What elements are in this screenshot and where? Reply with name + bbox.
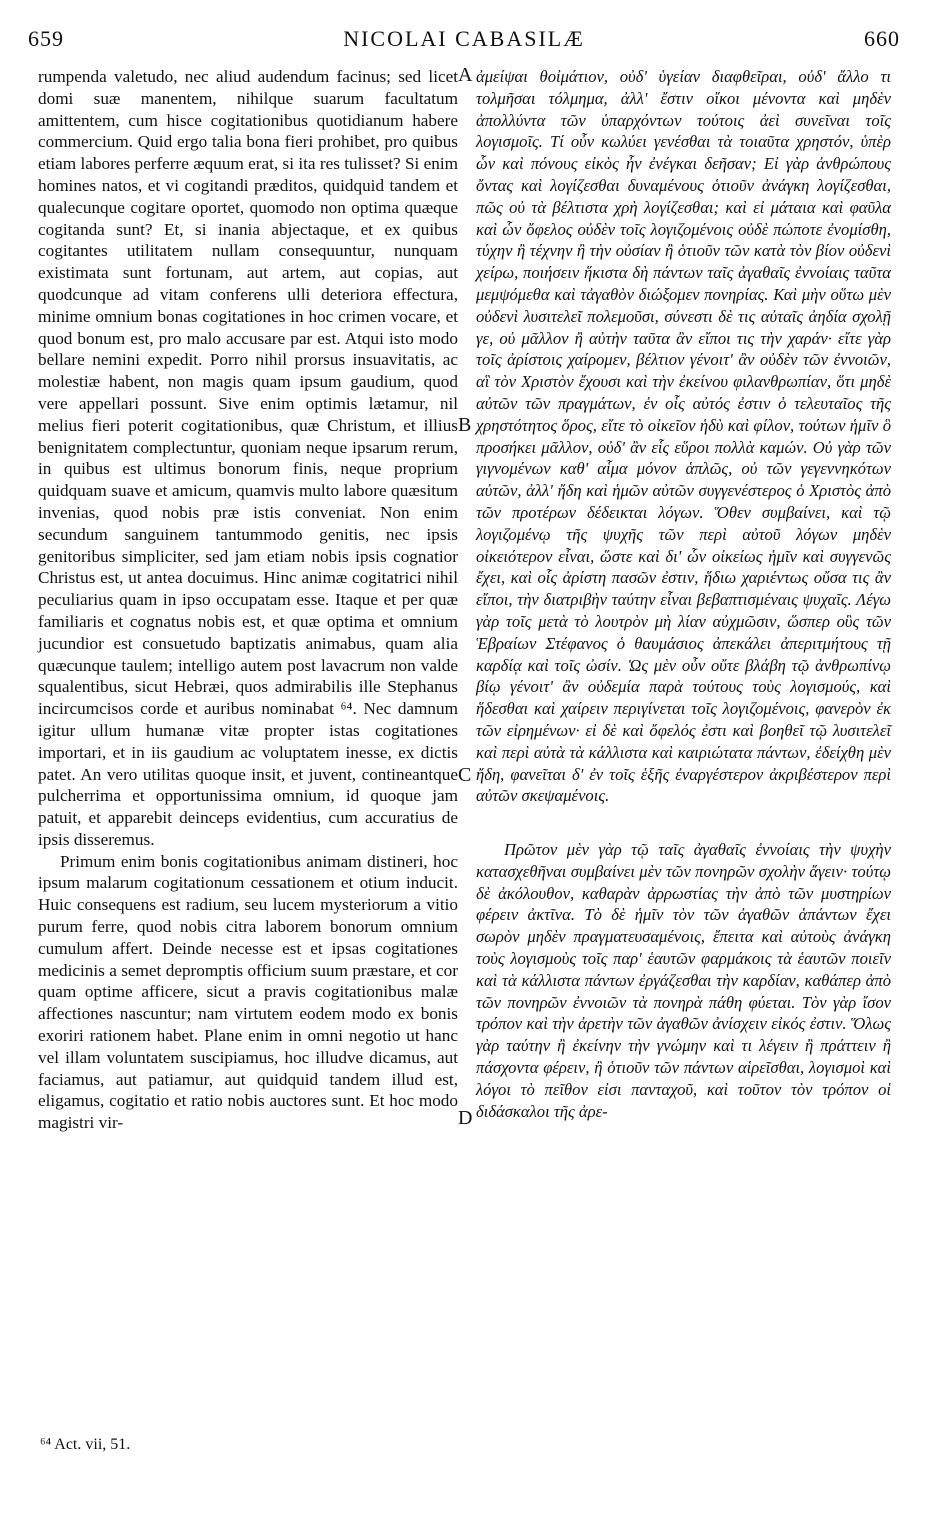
latin-paragraph-1: rumpenda valetudo, nec aliud audendum facinus; sed licet domi suæ manentem, nihilque suarum facultatum amittentem, cum hisce cogitationibus quotidianum habere commercium. Quid ergo talia bona fieri prohibet, pro quibus etiam labores perferre æquum erat, si ita res tulisset? Si enim homines natos, et vi cogitandi præditos, quidquid tandem et qualecunque cogitare oportet, quomodo non optima quæque cogitanda sunt? Et, si inania abjectaque, et ex quibus cogitantes utilitatem nullam consequuntur, nunquam existimata sunt fortunam, aut artem, aut copias, aut quodcunque ad vitam conferens ulli deteriora effectura, minime omnium bonas cogitationes in hoc crimen vocare, et quod bonum est, pro malo accusare par est. Atqui isto modo bellare nemini expedit. Porro nihil prorsus insuavitatis, ac molestiæ habent, non magis quam ipsum gaudium, quod vere appellari possunt. Sive enim optimis lætamur, nil melius fieri poterit cogitationibus, quæ Christum, et illius benignitatem complectuntur, quoniam neque ipsarum rerum, in quibus est ultimus bonorum finis, neque proprium quidquam suave et amicum, quamvis multo labore quæsitum invenias, quod nobis præ istis conveniat. Non enim secundum sanguinem tantummodo genitis, nec ipsis genitoribus simpliciter, sed jam etiam nobis ipsis cognatior Christus est, ut antea docuimus. Hinc animæ cogitatrici nihil peculiarius quam in ipso occupatam esse. Itaque et per quæ familiaris et cognatus nobis est, et quæ optima et omnium jucundior est consuetudo baptizatis animabus, quam alia quæcunque taulem; intelligo autem post lavacrum non valde squalentibus, sicut Hebræi, quos admirabilis ille Stephanus incircumcisos corde et auribus nominabat ⁶⁴. Nec damnum igitur ullum humanæ vitæ propter istas cogitationes importari, et in iis gaudium ac voluptatem inesse, ex dictis patet. An vero utilitas quoque insit, et juvent, contineantque pulcherrima et opportunissima omnium, id quoque jam patuit, et apparebit deinceps evidentius, cum accuratius de ipsis disseremus. <box>38 67 458 849</box>
page-header <box>28 26 900 62</box>
margin-marker-a: A <box>458 64 473 86</box>
running-title: NICOLAI CABASILÆ <box>343 26 585 51</box>
footnote: ⁶⁴ Act. vii, 51. <box>40 1436 131 1453</box>
margin-marker-b: B <box>458 414 472 436</box>
right-page-number: 660 <box>864 26 900 51</box>
latin-paragraph-2: Primum enim bonis cogitationibus animam distineri, hoc ipsum malarum cogitationum cessationem et otium inducit. Huic consequens est radium, seu lucem mysteriorum a vitio purum ferre, quod nobis citra laborem bonorum omnium cumulum affert. Deinde necesse est et ipsas cogitationes medicinis a semet depromptis officium suum præstare, et cor quam optime afficere, sicut a pravis cogitationibus malæ affectiones nascuntur; nam virtutem eodem modo ex bonis exoriri rationem habet. Plane enim in omni negotio ut hanc vel illam voluntatem suscipiamus, hoc illudve dicamus, aut faciamus, aut patiamur, aut quidquid tandem illud est, eligamus, cogitatio et ratio nobis auctores sunt. Et hoc modo magistri vir- <box>38 851 458 1133</box>
greek-paragraph-2: Πρῶτον μὲν γὰρ τῷ ταῖς ἀγαθαῖς ἐννοίαις τὴν ψυχὴν κατασχεθῆναι συμβαίνει μὲν τῶν πονηρῶν σχολὴν ἄγειν· τούτῳ δὲ ἀκόλουθον, καθαρὰν ἀρρωστίας τὴν ἀπὸ τῶν μυστηρίων φέρειν ἀκτῖνα. Τὸ δὲ ἡμῖν τὸν τῶν ἀγαθῶν ἁπάντων ἔχει σωρὸν μηδὲν πραγματευσαμένοις, ἔπειτα καὶ αὐτοὺς ἀνάγκη τοὺς λογισμοὺς τοῖς παρ' ἑαυτῶν φαρμάκοις τὰ ἑαυτῶν ποιεῖν καὶ τὰ κάλλιστα πάντων ἐργάζεσθαι τὴν καρδίαν, καθάπερ ἀπὸ τῶν πονηρῶν ἐννοιῶν τὰ πονηρὰ πάθη φύεται. Τὸν γὰρ ἴσον τρόπον καὶ τὴν ἀρετὴν τῶν ἀγαθῶν ἀνίσχειν εἰκός ἐστιν. Ὅλως γὰρ ταύτην ἢ ἐκείνην τὴν γνώμην καὶ τι λέγειν ἢ πράττειν ἢ πάσχοντα φέρειν, ἢ ὁτιοῦν τῶν πάντων αἱρεῖσθαι, λογισμοὶ καὶ λόγοι τὸ πεῖθον εἰσι πανταχοῦ, καὶ τοῦτον τὸν τρόπον οἱ διδάσκαλοι τῆς ἀρε- <box>476 840 891 1121</box>
greek-column <box>476 66 891 1122</box>
latin-column <box>38 66 458 1134</box>
greek-paragraph-1: ἀμείψαι θοἰμάτιον, οὐδ' ὑγείαν διαφθεῖραι, οὐδ' ἄλλο τι τολμῆσαι τόλμημα, ἀλλ' ἔστιν οἴκοι μένοντα καὶ μηδὲν ἀπολλύντα τῶν ὑπαρχόντων τούτοις ἀεὶ συνεῖναι τοῖς λογισμοῖς. Τί οὖν κωλύει γενέσθαι τὰ τοιαῦτα χρηστόν, ὑπὲρ ὧν καὶ πόνους εἰκὸς ἦν ἐνέγκαι δεῆσαν; Εἰ γὰρ ἀνθρώπους ὄντας καὶ λογίζεσθαι δυναμένους ὁτιοῦν ἀνάγκη λογίζεσθαι, πῶς οὐ τὰ βέλτιστα χρὴ λογίζεσθαι; καὶ εἰ μάταια καὶ φαῦλα καὶ ὧν ὄφελος οὐδὲν τοῖς λογιζομένοις οὐδὲ πώποτε ἐνομίσθη, τύχην ἢ τέχνην ἢ τὴν οὐσίαν ἢ ὁτιοῦν τῶν κατὰ τὸν βίον οὐδενὶ χείρω, ποιήσειν ἥκιστα δὴ πάντων ταῖς ἀγαθαῖς ἐννοίαις ταῦτα μεμψόμεθα καὶ τἀγαθὸν διώξομεν πονηρίας. Καὶ μὴν οὕτω μὲν οὐδενὶ λυσιτελεῖ πολεμοῦσι, σύνεστι δὲ τις αὐταῖς ἀηδία σχολῇ γε, οὐ μᾶλλον ἢ αὐτὴν ταῦτα ἂν εἴποι τις τὴν χαράν· εἴτε γὰρ τοῖς ἀρίστοις χαίρομεν, βέλτιον γένοιτ' ἂν οὐδὲν τῶν ἐννοιῶν, αἳ τὸν Χριστὸν ἔχουσι καὶ τὴν ἐκείνου φιλανθρωπίαν, ὅτι μηδὲ αὐτῶν τῶν πραγμάτων, ἐν οἷς αὐτός ἐστιν ὁ τελευταῖος τῆς χρηστότητος ὅρος, εἴτε τὸ οἰκεῖον ἡδὺ καὶ φίλον, τούτων ἡμῖν ὃ προσήκει μᾶλλον, οὐδ' ἂν εἷς εὕροι πολλὰ καμών. Οὐ γὰρ τῶν γιγνομένων καθ' αἷμα μόνον ἁπλῶς, οὐ τῶν γεγεννηκότων αὐτῶν, ἀλλ' ἤδη καὶ ἡμῶν αὐτῶν συγγενέστερος ὁ Χριστὸς ἀπὸ τῶν προτέρων δέδεικται λόγων. Ὅθεν συμβαίνει, καὶ τῷ λογιζομένῳ τῆς ψυχῆς τῶν περὶ αὐτοῦ λόγων μηδὲν οἰκειότερον εἶναι, ὥστε καὶ δι' ὧν οἰκείως ἡμῖν καὶ συγγενῶς ἔχει, καὶ οἷς ἀρίστη πασῶν ἐστιν, ἥδιω χαριέντως οὔσα τις ἂν εἴποι, τὴν διατριβὴν ταύτην εἶναι βεβαπτισμέναις ψυχαῖς. Λέγω γὰρ τοῖς μετὰ τὸ λουτρὸν μὴ λίαν αὐχμῶσιν, ὥσπερ οὓς τῶν Ἑβραίων Στέφανος ὁ θαυμάσιος ἀπεκάλει ἀπεριτμήτους τῇ καρδίᾳ καὶ τοῖς ὠσίν. Ὡς μὲν οὖν οὔτε βλάβη τῷ ἀνθρωπίνῳ βίῳ γένοιτ' ἂν οὐδεμία παρὰ τούτους τοὺς λογισμούς, καὶ ἥδεσθαι καὶ χαίρειν περιγίνεται τοῖς λογιζομένοις, φανερὸν ἐκ τῶν εἰρημένων· εἰ δὲ καὶ ὄφελός ἐστι καὶ βοηθεῖ τῷ λυσιτελεῖ καὶ περὶ αὐτὰ τὰ κάλλιστα καὶ καιριώτατα πάντων, ἐδείχθη μὲν ἤδη, φανεῖται δ' ἐν τοῖς ἑξῆς ἐναργέστερον ἀκριβέστερον περὶ αὐτῶν σκεψαμένοις. <box>476 67 891 806</box>
margin-marker-d: D <box>458 1107 473 1129</box>
left-page-number: 659 <box>28 26 64 51</box>
margin-marker-c: C <box>458 764 472 786</box>
